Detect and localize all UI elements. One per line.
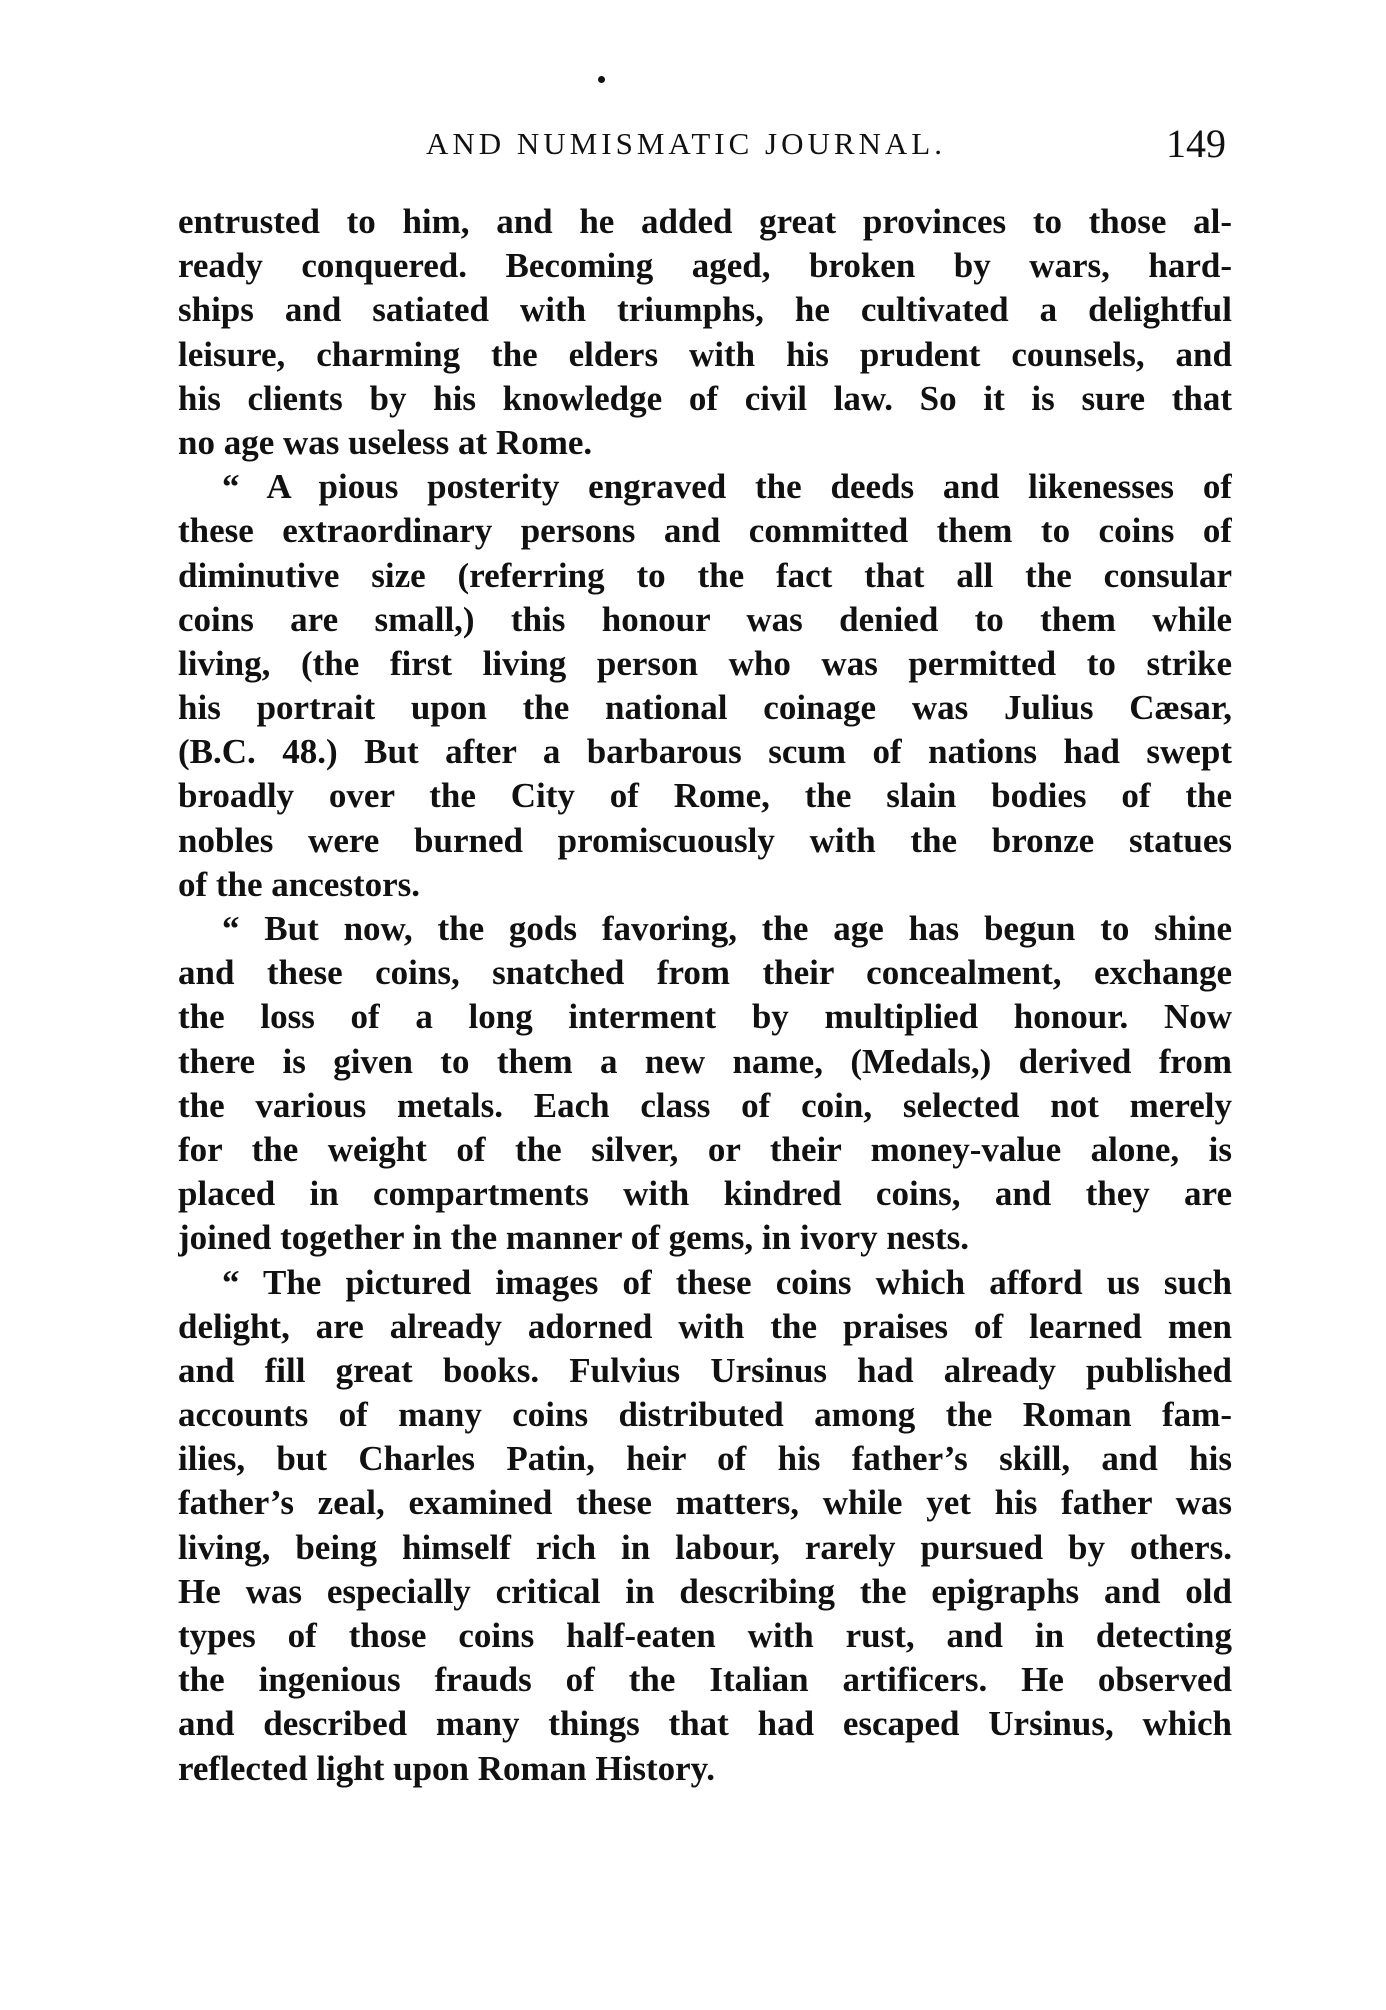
text-line: nobles were burned promiscuously with the bronze statues (178, 820, 1232, 860)
text-line: entrusted to him, and he added great provinces to those al- (178, 202, 1232, 241)
text-line: the various metals. Each class of coin, selected not merely (178, 1085, 1232, 1125)
text-line: father’s zeal, examined these matters, while yet his father was (178, 1483, 1232, 1523)
paragraph-first-line: “ A pious posterity engraved the deeds and likenesses of (222, 467, 1232, 507)
text-line: there is given to them a new name, (Medals,) derived from (178, 1041, 1232, 1081)
text-line: and fill great books. Fulvius Ursinus had already published (178, 1350, 1232, 1390)
paragraph-first-line: “ The pictured images of these coins which afford us such (222, 1262, 1232, 1302)
text-line: He was especially critical in describing the epigraphs and old (178, 1571, 1232, 1611)
page-number: 149 (1166, 121, 1226, 166)
text-line: coins are small,) this honour was denied to them while (178, 599, 1232, 639)
text-line: broadly over the City of Rome, the slain bodies of the (178, 776, 1232, 816)
text-line: placed in compartments with kindred coins, and they are (178, 1174, 1232, 1214)
running-title: AND NUMISMATIC JOURNAL. (426, 126, 946, 161)
text-line: no age was useless at Rome. (178, 422, 593, 462)
text-line: the loss of a long interment by multiplied honour. Now (178, 997, 1232, 1037)
text-line: the ingenious frauds of the Italian artificers. He observed (178, 1660, 1232, 1700)
text-line: living, being himself rich in labour, rarely pursued by others. (178, 1527, 1232, 1567)
text-line: types of those coins half-eaten with rust, and in detecting (178, 1616, 1232, 1655)
body-text (178, 200, 1232, 1791)
text-line: reflected light upon Roman History. (178, 1748, 715, 1788)
text-line: leisure, charming the elders with his prudent counsels, and (178, 334, 1232, 374)
text-line: (B.C. 48.) But after a barbarous scum of nations had swept (178, 732, 1232, 772)
text-line: and these coins, snatched from their concealment, exchange (178, 953, 1232, 993)
text-line: accounts of many coins distributed among the Roman fam- (178, 1395, 1232, 1435)
text-line: his clients by his knowledge of civil law. So it is sure that (178, 378, 1232, 418)
text-line: ilies, but Charles Patin, heir of his father’s skill, and his (178, 1439, 1232, 1479)
text-line: these extraordinary persons and committed them to coins of (178, 511, 1232, 551)
text-line: of the ancestors. (178, 864, 421, 904)
text-line: delight, are already adorned with the praises of learned men (178, 1306, 1232, 1346)
text-line: ready conquered. Becoming aged, broken by wars, hard- (178, 246, 1232, 286)
ink-dot (598, 76, 605, 83)
text-line: for the weight of the silver, or their money-value alone, is (178, 1129, 1232, 1169)
text-line: ships and satiated with triumphs, he cultivated a delightful (178, 290, 1232, 330)
running-header (186, 120, 1226, 180)
text-line: diminutive size (referring to the fact that all the consular (178, 555, 1232, 595)
text-line: and described many things that had escaped Ursinus, which (178, 1704, 1232, 1744)
paragraph-first-line: “ But now, the gods favoring, the age has begun to shine (222, 909, 1232, 948)
text-line: his portrait upon the national coinage was Julius Cæsar, (178, 688, 1232, 728)
text-line: living, (the first living person who was permitted to strike (178, 643, 1232, 683)
text-line: joined together in the manner of gems, in ivory nests. (178, 1218, 970, 1258)
